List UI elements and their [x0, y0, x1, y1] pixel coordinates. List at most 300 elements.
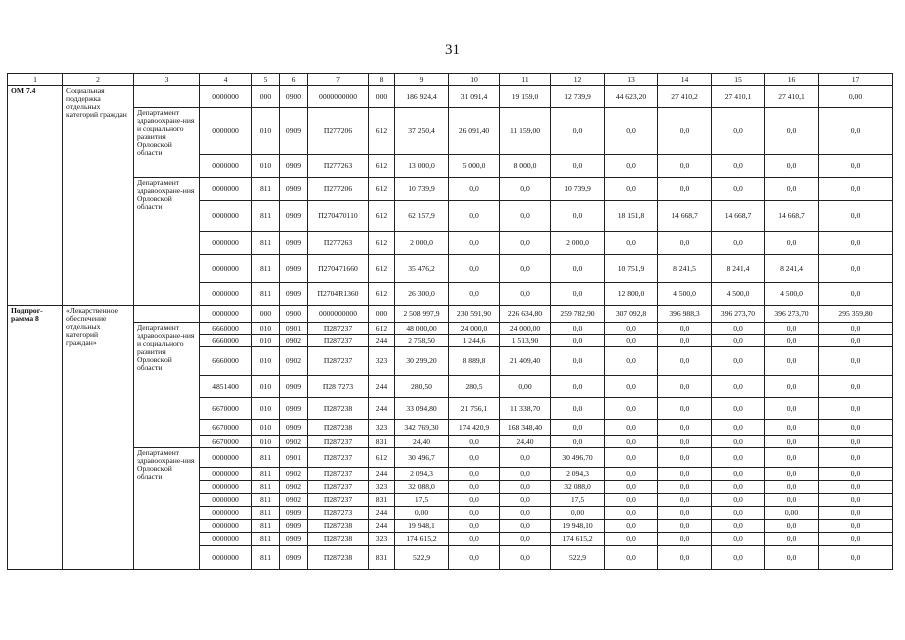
cell-col-5: 010	[252, 398, 280, 420]
cell-col-4: 0000000	[200, 86, 252, 108]
cell-col-8: 612	[369, 108, 395, 155]
cell-col-13: 44 623,20	[605, 86, 658, 108]
cell-col-13: 0,0	[605, 436, 658, 448]
cell-col-5: 811	[252, 494, 280, 507]
cell-col-15: 0,0	[712, 376, 765, 398]
cell-col-7: П277263	[308, 232, 369, 255]
cell-col-8: 612	[369, 255, 395, 283]
cell-col-9: 10 739,9	[395, 178, 449, 201]
column-header-8: 8	[369, 74, 395, 86]
column-header-11: 11	[500, 74, 551, 86]
cell-col-17: 0,0	[819, 420, 893, 436]
column-header-14: 14	[658, 74, 712, 86]
cell-col-9: 30 496,7	[395, 448, 449, 468]
cell-col-13: 0,0	[605, 468, 658, 481]
cell-col-15: 0,0	[712, 494, 765, 507]
cell-col-13: 0,0	[605, 507, 658, 520]
cell-col-10: 280,5	[449, 376, 500, 398]
cell-col-4: 0000000	[200, 507, 252, 520]
column-header-7: 7	[308, 74, 369, 86]
cell-col-15: 0,0	[712, 335, 765, 347]
cell-col-13: 307 092,8	[605, 306, 658, 323]
header-row	[8, 74, 893, 86]
cell-col-8: 244	[369, 468, 395, 481]
cell-col-16: 0,0	[765, 436, 819, 448]
cell-col-14: 0,0	[658, 155, 712, 178]
cell-col-11: 0,0	[500, 494, 551, 507]
cell-col-12: 0,0	[551, 398, 605, 420]
cell-col-16: 0,0	[765, 108, 819, 155]
cell-col-17: 0,0	[819, 507, 893, 520]
cell-col-5: 010	[252, 347, 280, 376]
cell-col-6: 0902	[280, 436, 308, 448]
cell-col-4: 6670000	[200, 398, 252, 420]
cell-col-10: 0,0	[449, 448, 500, 468]
cell-col-8: 244	[369, 376, 395, 398]
cell-col-6: 0902	[280, 347, 308, 376]
cell-col-10: 8 889,8	[449, 347, 500, 376]
cell-col-4: 0000000	[200, 201, 252, 232]
cell-col-12: 259 782,90	[551, 306, 605, 323]
cell-col-11: 21 409,40	[500, 347, 551, 376]
cell-col-12: 19 948,10	[551, 520, 605, 533]
cell-col-17: 0,0	[819, 201, 893, 232]
cell-col-12: 0,0	[551, 335, 605, 347]
budget-table	[7, 73, 893, 570]
cell-col-12: 12 739,9	[551, 86, 605, 108]
cell-col-8: 831	[369, 436, 395, 448]
cell-col-17: 0,0	[819, 520, 893, 533]
cell-col-17: 0,00	[819, 86, 893, 108]
cell-col-7: П287238	[308, 520, 369, 533]
cell-col-16: 0,0	[765, 398, 819, 420]
cell-col-17: 0,0	[819, 448, 893, 468]
cell-col-11: 0,0	[500, 507, 551, 520]
cell-col-11: 1 513,90	[500, 335, 551, 347]
cell-col-7: П270471660	[308, 255, 369, 283]
cell-col-11: 0,0	[500, 201, 551, 232]
column-header-17: 17	[819, 74, 893, 86]
cell-col-12: 30 496,70	[551, 448, 605, 468]
column-header-3: 3	[134, 74, 200, 86]
cell-col-7: П287237	[308, 436, 369, 448]
cell-col-17: 0,0	[819, 347, 893, 376]
cell-col-4: 0000000	[200, 494, 252, 507]
cell-col-17: 0,0	[819, 376, 893, 398]
cell-col-10: 0,0	[449, 255, 500, 283]
cell-col-6: 0909	[280, 232, 308, 255]
cell-col-12: 522,9	[551, 546, 605, 570]
cell-col-4: 0000000	[200, 232, 252, 255]
cell-col-4: 0000000	[200, 448, 252, 468]
group-code: Подпрог-рамма 8	[8, 306, 63, 570]
cell-col-11: 11 338,70	[500, 398, 551, 420]
group-code: ОМ 7.4	[8, 86, 63, 306]
cell-col-16: 0,0	[765, 178, 819, 201]
table-body	[8, 74, 893, 570]
cell-col-14: 0,0	[658, 546, 712, 570]
cell-col-16: 0,0	[765, 420, 819, 436]
cell-col-10: 230 591,90	[449, 306, 500, 323]
cell-col-9: 32 088,0	[395, 481, 449, 494]
cell-col-15: 0,0	[712, 520, 765, 533]
group-description: Социальная поддержка отдельных категорий граждан	[63, 86, 134, 306]
cell-col-12: 10 739,9	[551, 178, 605, 201]
cell-col-16: 0,0	[765, 481, 819, 494]
cell-col-15: 0,0	[712, 420, 765, 436]
cell-col-8: 323	[369, 347, 395, 376]
cell-col-4: 0000000	[200, 178, 252, 201]
cell-col-8: 000	[369, 86, 395, 108]
cell-col-10: 174 420,9	[449, 420, 500, 436]
cell-col-14: 0,0	[658, 533, 712, 546]
cell-col-11: 24,40	[500, 436, 551, 448]
cell-col-8: 612	[369, 323, 395, 335]
cell-col-4: 0000000	[200, 255, 252, 283]
column-header-1: 1	[8, 74, 63, 86]
column-header-6: 6	[280, 74, 308, 86]
cell-col-11: 11 159,00	[500, 108, 551, 155]
cell-col-6: 0909	[280, 283, 308, 306]
cell-col-12: 0,0	[551, 201, 605, 232]
cell-col-10: 0,0	[449, 201, 500, 232]
cell-col-11: 0,0	[500, 468, 551, 481]
cell-col-6: 0909	[280, 255, 308, 283]
cell-col-10: 0,0	[449, 468, 500, 481]
cell-col-11: 0,0	[500, 533, 551, 546]
cell-col-5: 010	[252, 335, 280, 347]
cell-col-9: 48 000,00	[395, 323, 449, 335]
cell-col-5: 010	[252, 108, 280, 155]
cell-col-15: 0,0	[712, 323, 765, 335]
cell-col-4: 0000000	[200, 155, 252, 178]
cell-col-6: 0909	[280, 420, 308, 436]
cell-col-7: 0000000000	[308, 86, 369, 108]
cell-col-5: 811	[252, 201, 280, 232]
group-description: «Лекарственное обеспечение отдельных категорий граждан»	[63, 306, 134, 570]
cell-col-12: 32 088,0	[551, 481, 605, 494]
cell-col-17: 0,0	[819, 155, 893, 178]
cell-col-13: 0,0	[605, 533, 658, 546]
cell-col-12: 0,0	[551, 420, 605, 436]
cell-col-4: 6660000	[200, 347, 252, 376]
cell-col-7: П287237	[308, 468, 369, 481]
cell-col-15: 0,0	[712, 436, 765, 448]
cell-col-8: 831	[369, 546, 395, 570]
cell-col-7: П277206	[308, 178, 369, 201]
cell-col-13: 0,0	[605, 481, 658, 494]
cell-col-9: 2 094,3	[395, 468, 449, 481]
cell-col-17: 0,0	[819, 436, 893, 448]
cell-col-8: 244	[369, 507, 395, 520]
cell-col-8: 612	[369, 178, 395, 201]
cell-col-5: 811	[252, 468, 280, 481]
cell-col-17: 0,0	[819, 468, 893, 481]
cell-col-14: 0,0	[658, 347, 712, 376]
cell-col-4: 0000000	[200, 533, 252, 546]
cell-col-14: 0,0	[658, 448, 712, 468]
cell-col-9: 62 157,9	[395, 201, 449, 232]
cell-col-14: 0,0	[658, 232, 712, 255]
cell-col-11: 8 000,0	[500, 155, 551, 178]
cell-col-5: 811	[252, 520, 280, 533]
cell-col-15: 0,0	[712, 546, 765, 570]
cell-col-13: 18 151,8	[605, 201, 658, 232]
column-header-5: 5	[252, 74, 280, 86]
cell-col-11: 0,00	[500, 376, 551, 398]
cell-col-8: 244	[369, 520, 395, 533]
cell-col-6: 0900	[280, 306, 308, 323]
cell-col-6: 0901	[280, 448, 308, 468]
cell-col-8: 244	[369, 398, 395, 420]
cell-col-7: П277263	[308, 155, 369, 178]
cell-col-15: 4 500,0	[712, 283, 765, 306]
cell-col-11: 0,0	[500, 481, 551, 494]
cell-col-9: 35 476,2	[395, 255, 449, 283]
cell-col-9: 174 615,2	[395, 533, 449, 546]
cell-col-7: П287237	[308, 335, 369, 347]
cell-col-13: 0,0	[605, 494, 658, 507]
cell-col-15: 0,0	[712, 507, 765, 520]
cell-col-5: 811	[252, 507, 280, 520]
table-row	[8, 108, 893, 155]
cell-col-15: 396 273,70	[712, 306, 765, 323]
cell-col-10: 0,0	[449, 232, 500, 255]
cell-col-8: 323	[369, 533, 395, 546]
cell-col-11: 0,0	[500, 232, 551, 255]
cell-col-15: 0,0	[712, 398, 765, 420]
cell-col-12: 0,0	[551, 376, 605, 398]
cell-col-4: 0000000	[200, 306, 252, 323]
cell-col-7: П287238	[308, 546, 369, 570]
cell-col-6: 0902	[280, 481, 308, 494]
cell-col-5: 010	[252, 420, 280, 436]
cell-col-8: 831	[369, 494, 395, 507]
cell-col-8: 612	[369, 448, 395, 468]
cell-col-14: 0,0	[658, 468, 712, 481]
department-cell: Департамент здравоохране-ния и социального развития Орловской области	[134, 108, 200, 178]
cell-col-13: 12 800,0	[605, 283, 658, 306]
cell-col-13: 10 751,9	[605, 255, 658, 283]
table-row	[8, 178, 893, 201]
cell-col-9: 33 094,80	[395, 398, 449, 420]
cell-col-7: П287237	[308, 494, 369, 507]
cell-col-10: 24 000,0	[449, 323, 500, 335]
cell-col-13: 0,0	[605, 155, 658, 178]
department-cell: Департамент здравоохране-ния Орловской области	[134, 178, 200, 306]
cell-col-4: 0000000	[200, 520, 252, 533]
cell-col-17: 295 359,80	[819, 306, 893, 323]
cell-col-14: 0,0	[658, 494, 712, 507]
cell-col-17: 0,0	[819, 283, 893, 306]
cell-col-9: 26 300,0	[395, 283, 449, 306]
cell-col-17: 0,0	[819, 494, 893, 507]
cell-col-9: 0,00	[395, 507, 449, 520]
cell-col-7: П287237	[308, 323, 369, 335]
cell-col-7: П287238	[308, 420, 369, 436]
cell-col-6: 0909	[280, 155, 308, 178]
cell-col-16: 0,0	[765, 155, 819, 178]
cell-col-17: 0,0	[819, 335, 893, 347]
cell-col-16: 0,0	[765, 448, 819, 468]
cell-col-13: 0,0	[605, 323, 658, 335]
cell-col-5: 010	[252, 155, 280, 178]
cell-col-5: 811	[252, 546, 280, 570]
cell-col-11: 0,0	[500, 448, 551, 468]
cell-col-7: П287238	[308, 533, 369, 546]
cell-col-16: 0,0	[765, 335, 819, 347]
cell-col-6: 0900	[280, 86, 308, 108]
cell-col-12: 0,0	[551, 255, 605, 283]
cell-col-8: 323	[369, 420, 395, 436]
cell-col-4: 0000000	[200, 283, 252, 306]
cell-col-6: 0909	[280, 108, 308, 155]
cell-col-15: 0,0	[712, 108, 765, 155]
cell-col-5: 010	[252, 323, 280, 335]
cell-col-5: 811	[252, 448, 280, 468]
cell-col-10: 0,0	[449, 481, 500, 494]
cell-col-8: 612	[369, 155, 395, 178]
cell-col-15: 0,0	[712, 481, 765, 494]
department-cell	[134, 86, 200, 108]
cell-col-14: 4 500,0	[658, 283, 712, 306]
cell-col-15: 0,0	[712, 468, 765, 481]
cell-col-8: 000	[369, 306, 395, 323]
cell-col-9: 280,50	[395, 376, 449, 398]
cell-col-9: 522,9	[395, 546, 449, 570]
cell-col-11: 0,0	[500, 520, 551, 533]
table-row	[8, 306, 893, 323]
cell-col-16: 8 241,4	[765, 255, 819, 283]
cell-col-10: 5 000,0	[449, 155, 500, 178]
cell-col-16: 0,0	[765, 494, 819, 507]
cell-col-5: 811	[252, 533, 280, 546]
cell-col-13: 0,0	[605, 178, 658, 201]
cell-col-15: 14 668,7	[712, 201, 765, 232]
table-row	[8, 86, 893, 108]
cell-col-6: 0902	[280, 494, 308, 507]
cell-col-10: 1 244,6	[449, 335, 500, 347]
cell-col-8: 612	[369, 232, 395, 255]
cell-col-16: 0,0	[765, 533, 819, 546]
cell-col-12: 2 094,3	[551, 468, 605, 481]
cell-col-16: 0,0	[765, 376, 819, 398]
cell-col-14: 0,0	[658, 108, 712, 155]
cell-col-17: 0,0	[819, 398, 893, 420]
cell-col-14: 0,0	[658, 481, 712, 494]
cell-col-10: 0,0	[449, 436, 500, 448]
cell-col-13: 0,0	[605, 448, 658, 468]
cell-col-6: 0909	[280, 178, 308, 201]
cell-col-14: 0,0	[658, 376, 712, 398]
cell-col-9: 30 299,20	[395, 347, 449, 376]
cell-col-7: П287237	[308, 481, 369, 494]
cell-col-13: 0,0	[605, 335, 658, 347]
cell-col-8: 612	[369, 283, 395, 306]
cell-col-17: 0,0	[819, 232, 893, 255]
cell-col-16: 0,0	[765, 520, 819, 533]
cell-col-14: 0,0	[658, 520, 712, 533]
cell-col-5: 811	[252, 481, 280, 494]
cell-col-15: 0,0	[712, 347, 765, 376]
cell-col-11: 24 000,00	[500, 323, 551, 335]
cell-col-7: П287237	[308, 448, 369, 468]
cell-col-7: П28 7273	[308, 376, 369, 398]
cell-col-16: 396 273,70	[765, 306, 819, 323]
cell-col-12: 0,0	[551, 283, 605, 306]
cell-col-5: 010	[252, 436, 280, 448]
cell-col-13: 0,0	[605, 420, 658, 436]
cell-col-5: 010	[252, 376, 280, 398]
cell-col-5: 811	[252, 255, 280, 283]
cell-col-11: 19 159,0	[500, 86, 551, 108]
cell-col-10: 0,0	[449, 507, 500, 520]
cell-col-11: 0,0	[500, 178, 551, 201]
cell-col-17: 0,0	[819, 255, 893, 283]
cell-col-16: 27 410,1	[765, 86, 819, 108]
cell-col-10: 26 091,40	[449, 108, 500, 155]
cell-col-6: 0901	[280, 323, 308, 335]
cell-col-17: 0,0	[819, 178, 893, 201]
cell-col-13: 0,0	[605, 546, 658, 570]
cell-col-14: 27 410,2	[658, 86, 712, 108]
cell-col-8: 612	[369, 201, 395, 232]
cell-col-17: 0,0	[819, 108, 893, 155]
cell-col-6: 0909	[280, 533, 308, 546]
cell-col-15: 0,0	[712, 448, 765, 468]
cell-col-12: 0,0	[551, 323, 605, 335]
cell-col-13: 0,0	[605, 232, 658, 255]
cell-col-5: 811	[252, 232, 280, 255]
cell-col-9: 342 769,30	[395, 420, 449, 436]
cell-col-7: П287273	[308, 507, 369, 520]
column-header-16: 16	[765, 74, 819, 86]
cell-col-12: 0,00	[551, 507, 605, 520]
cell-col-4: 6670000	[200, 420, 252, 436]
cell-col-17: 0,0	[819, 533, 893, 546]
cell-col-6: 0909	[280, 507, 308, 520]
cell-col-16: 4 500,0	[765, 283, 819, 306]
column-header-15: 15	[712, 74, 765, 86]
cell-col-14: 0,0	[658, 178, 712, 201]
cell-col-14: 14 668,7	[658, 201, 712, 232]
department-cell	[134, 306, 200, 323]
cell-col-15: 8 241,4	[712, 255, 765, 283]
cell-col-11: 0,0	[500, 255, 551, 283]
cell-col-10: 0,0	[449, 533, 500, 546]
cell-col-7: П2704R1360	[308, 283, 369, 306]
column-header-4: 4	[200, 74, 252, 86]
cell-col-15: 0,0	[712, 178, 765, 201]
cell-col-15: 0,0	[712, 232, 765, 255]
cell-col-16: 0,0	[765, 546, 819, 570]
cell-col-12: 0,0	[551, 155, 605, 178]
cell-col-4: 0000000	[200, 108, 252, 155]
column-header-10: 10	[449, 74, 500, 86]
cell-col-9: 37 250,4	[395, 108, 449, 155]
cell-col-5: 811	[252, 178, 280, 201]
cell-col-4: 6670000	[200, 436, 252, 448]
cell-col-9: 19 948,1	[395, 520, 449, 533]
cell-col-9: 2 758,50	[395, 335, 449, 347]
cell-col-6: 0909	[280, 376, 308, 398]
cell-col-16: 14 668,7	[765, 201, 819, 232]
column-header-12: 12	[551, 74, 605, 86]
page-number: 31	[445, 42, 460, 58]
cell-col-6: 0909	[280, 398, 308, 420]
cell-col-14: 0,0	[658, 398, 712, 420]
cell-col-9: 13 000,0	[395, 155, 449, 178]
